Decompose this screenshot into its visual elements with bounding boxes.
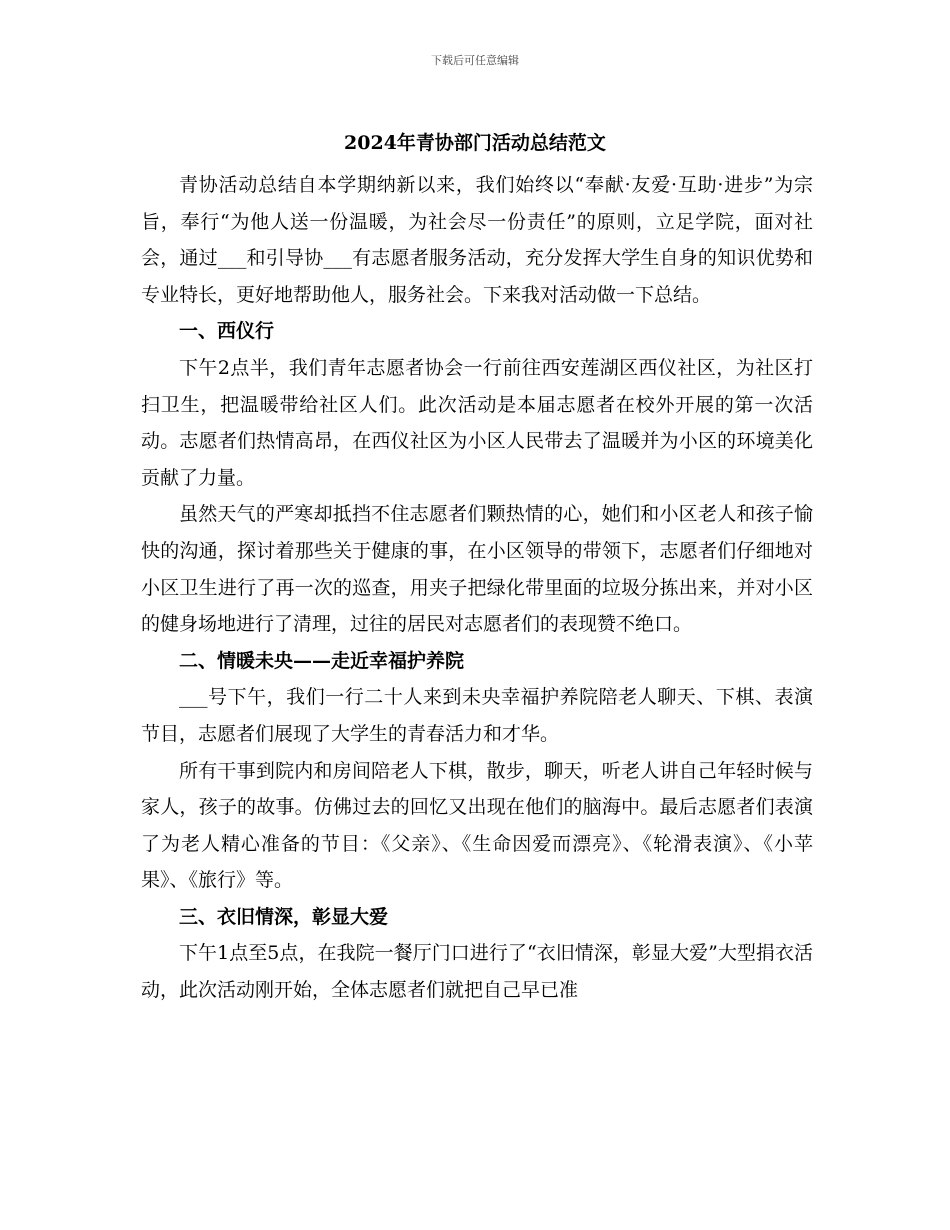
body-paragraph: 青协活动总结自本学期纳新以来，我们始终以“奉献·友爱·互助·进步”为宗旨，奉行“为他人送一份温暖，为社会尽一份责任”的原则，立足学院，面对社会，通过___和引导协___有志愿者服务活动，充分发挥大学生自身的知识优势和专业特长，更好地帮助他人，服务社会。下来我对活动做一下总结。 xyxy=(141,174,813,306)
section-heading: 三、衣旧情深，彰显大爱 xyxy=(179,905,389,928)
body-paragraph: 下午2点半，我们青年志愿者协会一行前往西安莲湖区西仪社区，为社区打扫卫生，把温暖带给社区人们。此次活动是本届志愿者在校外开展的第一次活动。志愿者们热情高昂，在西仪社区为小区人民带去了温暖并为小区的环境美化贡献了力量。 xyxy=(141,356,813,489)
section-heading: 一、西仪行 xyxy=(179,320,275,343)
body-paragraph: 虽然天气的严寒却抵挡不住志愿者们颗热情的心，她们和小区老人和孩子愉快的沟通，探讨着那些关于健康的事，在小区领导的带领下，志愿者们仔细地对小区卫生进行了再一次的巡查，用夹子把绿化带里面的垃圾分拣出来，并对小区的健身场地进行了清理，过往的居民对志愿者们的表现赞不绝口。 xyxy=(141,503,813,636)
body-paragraph: ___号下午，我们一行二十人来到未央幸福护养院陪老人聊天、下棋、表演节目，志愿者们展现了大学生的青春活力和才华。 xyxy=(141,686,813,745)
document-title: 2024年青协部门活动总结范文 xyxy=(344,132,606,154)
page-header: 下载后可任意编辑 xyxy=(431,54,519,67)
section-heading: 二、情暖未央——走近幸福护养院 xyxy=(179,649,465,672)
body-paragraph: 下午1点至5点，在我院一餐厅门口进行了“衣旧情深，彰显大爱”大型捐衣活动，此次活动刚开始，全体志愿者们就把自己早已准 xyxy=(141,942,813,1002)
document-body xyxy=(141,167,813,1009)
body-paragraph: 所有干事到院内和房间陪老人下棋，散步，聊天，听老人讲自己年轻时候与家人，孩子的故事。仿佛过去的回忆又出现在他们的脑海中。最后志愿者们表演了为老人精心准备的节目：《父亲》、《生命因爱而漂亮》、《轮滑表演》、《小苹果》、《旅行》等。 xyxy=(141,759,813,892)
